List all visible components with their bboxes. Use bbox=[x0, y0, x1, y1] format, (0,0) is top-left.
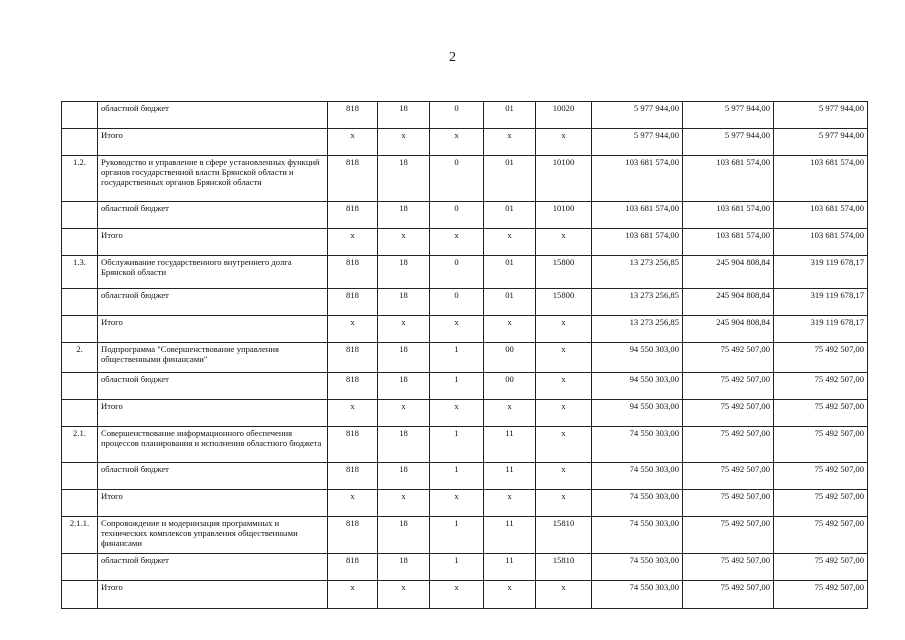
subprogram-code: 01 bbox=[484, 256, 536, 289]
program-code: x bbox=[430, 400, 484, 427]
total-label: Итого bbox=[98, 129, 328, 156]
gad-code: x bbox=[328, 400, 378, 427]
amount-year-3: 75 492 507,00 bbox=[774, 400, 868, 427]
amount-year-1: 74 550 303,00 bbox=[592, 427, 683, 463]
amount-year-1: 103 681 574,00 bbox=[592, 156, 683, 202]
amount-year-1: 94 550 303,00 bbox=[592, 343, 683, 373]
amount-year-3: 75 492 507,00 bbox=[774, 490, 868, 517]
amount-year-2: 75 492 507,00 bbox=[683, 490, 774, 517]
direction-code: 10100 bbox=[536, 156, 592, 202]
direction-code: x bbox=[536, 373, 592, 400]
program-code: 0 bbox=[430, 256, 484, 289]
amount-year-1: 13 273 256,85 bbox=[592, 289, 683, 316]
amount-year-2: 75 492 507,00 bbox=[683, 581, 774, 609]
row-number: 1.2. bbox=[62, 156, 98, 202]
program-code: 1 bbox=[430, 517, 484, 554]
row-number: 1.3. bbox=[62, 256, 98, 289]
amount-year-1: 74 550 303,00 bbox=[592, 463, 683, 490]
table-row-total bbox=[62, 400, 868, 427]
subprogram-code: 11 bbox=[484, 517, 536, 554]
table-row-budget bbox=[62, 554, 868, 581]
section-code: 18 bbox=[378, 427, 430, 463]
direction-code: 15800 bbox=[536, 256, 592, 289]
amount-year-1: 5 977 944,00 bbox=[592, 129, 683, 156]
amount-year-2: 75 492 507,00 bbox=[683, 554, 774, 581]
subprogram-code: x bbox=[484, 581, 536, 609]
page-number: 2 bbox=[449, 50, 456, 65]
table-row-total bbox=[62, 316, 868, 343]
table-row-item bbox=[62, 156, 868, 202]
amount-year-1: 74 550 303,00 bbox=[592, 490, 683, 517]
program-code: x bbox=[430, 581, 484, 609]
table-row-total bbox=[62, 129, 868, 156]
program-code: x bbox=[430, 129, 484, 156]
direction-code: x bbox=[536, 400, 592, 427]
total-label: Итого bbox=[98, 400, 328, 427]
program-code: x bbox=[430, 490, 484, 517]
amount-year-3: 75 492 507,00 bbox=[774, 373, 868, 400]
row-number bbox=[62, 202, 98, 229]
row-number bbox=[62, 554, 98, 581]
row-number: 2.1.1. bbox=[62, 517, 98, 554]
gad-code: 818 bbox=[328, 517, 378, 554]
amount-year-2: 5 977 944,00 bbox=[683, 129, 774, 156]
section-code: 18 bbox=[378, 102, 430, 129]
table-row-budget bbox=[62, 289, 868, 316]
row-number bbox=[62, 102, 98, 129]
subprogram-code: 01 bbox=[484, 156, 536, 202]
amount-year-1: 103 681 574,00 bbox=[592, 202, 683, 229]
funding-source-label: областной бюджет bbox=[98, 373, 328, 400]
row-number bbox=[62, 316, 98, 343]
item-name: Сопровождение и модернизация программных и технических комплексов управления общественными финансами bbox=[98, 517, 328, 554]
subprogram-code: 00 bbox=[484, 373, 536, 400]
gad-code: x bbox=[328, 229, 378, 256]
subprogram-code: x bbox=[484, 490, 536, 517]
row-number bbox=[62, 229, 98, 256]
program-code: 1 bbox=[430, 343, 484, 373]
table-row-budget bbox=[62, 102, 868, 129]
table-row-budget bbox=[62, 202, 868, 229]
amount-year-1: 13 273 256,85 bbox=[592, 256, 683, 289]
amount-year-2: 75 492 507,00 bbox=[683, 427, 774, 463]
amount-year-3: 319 119 678,17 bbox=[774, 316, 868, 343]
amount-year-2: 103 681 574,00 bbox=[683, 229, 774, 256]
program-code: 1 bbox=[430, 554, 484, 581]
amount-year-3: 75 492 507,00 bbox=[774, 554, 868, 581]
item-name: Руководство и управление в сфере установленных функций органов государственной власти Брянской области и государственных органов Брянской области bbox=[98, 156, 328, 202]
amount-year-1: 74 550 303,00 bbox=[592, 581, 683, 609]
funding-source-label: областной бюджет bbox=[98, 463, 328, 490]
section-code: 18 bbox=[378, 373, 430, 400]
row-number bbox=[62, 400, 98, 427]
amount-year-1: 74 550 303,00 bbox=[592, 517, 683, 554]
amount-year-2: 75 492 507,00 bbox=[683, 463, 774, 490]
amount-year-3: 319 119 678,17 bbox=[774, 256, 868, 289]
budget-table bbox=[61, 101, 868, 609]
section-code: 18 bbox=[378, 289, 430, 316]
amount-year-3: 5 977 944,00 bbox=[774, 129, 868, 156]
section-code: x bbox=[378, 316, 430, 343]
amount-year-3: 75 492 507,00 bbox=[774, 427, 868, 463]
amount-year-2: 245 904 808,84 bbox=[683, 256, 774, 289]
program-code: x bbox=[430, 316, 484, 343]
table-row-total bbox=[62, 581, 868, 609]
amount-year-2: 75 492 507,00 bbox=[683, 373, 774, 400]
direction-code: 10100 bbox=[536, 202, 592, 229]
subprogram-code: 01 bbox=[484, 289, 536, 316]
amount-year-2: 245 904 808,84 bbox=[683, 316, 774, 343]
section-code: 18 bbox=[378, 202, 430, 229]
funding-source-label: областной бюджет bbox=[98, 202, 328, 229]
amount-year-1: 103 681 574,00 bbox=[592, 229, 683, 256]
subprogram-code: 11 bbox=[484, 463, 536, 490]
program-code: 1 bbox=[430, 427, 484, 463]
amount-year-2: 103 681 574,00 bbox=[683, 202, 774, 229]
section-code: x bbox=[378, 229, 430, 256]
amount-year-1: 5 977 944,00 bbox=[592, 102, 683, 129]
program-code: 0 bbox=[430, 102, 484, 129]
subprogram-code: 00 bbox=[484, 343, 536, 373]
funding-source-label: областной бюджет bbox=[98, 289, 328, 316]
amount-year-1: 94 550 303,00 bbox=[592, 400, 683, 427]
gad-code: 818 bbox=[328, 373, 378, 400]
table-row-item bbox=[62, 427, 868, 463]
amount-year-3: 75 492 507,00 bbox=[774, 343, 868, 373]
direction-code: x bbox=[536, 463, 592, 490]
section-code: x bbox=[378, 129, 430, 156]
program-code: 1 bbox=[430, 463, 484, 490]
amount-year-2: 75 492 507,00 bbox=[683, 400, 774, 427]
row-number: 2.1. bbox=[62, 427, 98, 463]
direction-code: x bbox=[536, 316, 592, 343]
table-row-total bbox=[62, 229, 868, 256]
direction-code: x bbox=[536, 229, 592, 256]
section-code: x bbox=[378, 490, 430, 517]
table-row-total bbox=[62, 490, 868, 517]
row-number bbox=[62, 490, 98, 517]
item-name: Обслуживание государственного внутреннего долга Брянской области bbox=[98, 256, 328, 289]
subprogram-code: x bbox=[484, 229, 536, 256]
funding-source-label: областной бюджет bbox=[98, 554, 328, 581]
amount-year-1: 94 550 303,00 bbox=[592, 373, 683, 400]
program-code: x bbox=[430, 229, 484, 256]
amount-year-3: 75 492 507,00 bbox=[774, 463, 868, 490]
amount-year-3: 103 681 574,00 bbox=[774, 229, 868, 256]
table-row-budget bbox=[62, 373, 868, 400]
row-number bbox=[62, 581, 98, 609]
row-number bbox=[62, 373, 98, 400]
subprogram-code: x bbox=[484, 129, 536, 156]
gad-code: x bbox=[328, 316, 378, 343]
amount-year-2: 75 492 507,00 bbox=[683, 517, 774, 554]
row-number: 2. bbox=[62, 343, 98, 373]
total-label: Итого bbox=[98, 229, 328, 256]
program-code: 1 bbox=[430, 373, 484, 400]
subprogram-code: x bbox=[484, 316, 536, 343]
section-code: 18 bbox=[378, 256, 430, 289]
total-label: Итого bbox=[98, 490, 328, 517]
direction-code: 10020 bbox=[536, 102, 592, 129]
amount-year-2: 5 977 944,00 bbox=[683, 102, 774, 129]
row-number bbox=[62, 129, 98, 156]
gad-code: 818 bbox=[328, 202, 378, 229]
amount-year-1: 74 550 303,00 bbox=[592, 554, 683, 581]
gad-code: x bbox=[328, 129, 378, 156]
direction-code: x bbox=[536, 129, 592, 156]
direction-code: 15810 bbox=[536, 517, 592, 554]
total-label: Итого bbox=[98, 581, 328, 609]
direction-code: x bbox=[536, 343, 592, 373]
table-row-budget bbox=[62, 463, 868, 490]
program-code: 0 bbox=[430, 202, 484, 229]
item-name: Совершенствование информационного обеспечения процессов планирования и исполнения областного бюджета bbox=[98, 427, 328, 463]
program-code: 0 bbox=[430, 289, 484, 316]
direction-code: x bbox=[536, 581, 592, 609]
section-code: 18 bbox=[378, 463, 430, 490]
gad-code: 818 bbox=[328, 156, 378, 202]
amount-year-3: 103 681 574,00 bbox=[774, 156, 868, 202]
subprogram-code: 11 bbox=[484, 554, 536, 581]
amount-year-2: 245 904 808,84 bbox=[683, 289, 774, 316]
amount-year-3: 5 977 944,00 bbox=[774, 102, 868, 129]
amount-year-3: 103 681 574,00 bbox=[774, 202, 868, 229]
gad-code: 818 bbox=[328, 554, 378, 581]
gad-code: 818 bbox=[328, 343, 378, 373]
subprogram-code: 01 bbox=[484, 102, 536, 129]
amount-year-3: 75 492 507,00 bbox=[774, 517, 868, 554]
gad-code: 818 bbox=[328, 289, 378, 316]
section-code: 18 bbox=[378, 343, 430, 373]
section-code: 18 bbox=[378, 554, 430, 581]
table-row-item bbox=[62, 517, 868, 554]
gad-code: x bbox=[328, 581, 378, 609]
total-label: Итого bbox=[98, 316, 328, 343]
funding-source-label: областной бюджет bbox=[98, 102, 328, 129]
gad-code: 818 bbox=[328, 463, 378, 490]
section-code: x bbox=[378, 581, 430, 609]
section-code: 18 bbox=[378, 517, 430, 554]
amount-year-2: 75 492 507,00 bbox=[683, 343, 774, 373]
amount-year-2: 103 681 574,00 bbox=[683, 156, 774, 202]
direction-code: 15800 bbox=[536, 289, 592, 316]
gad-code: x bbox=[328, 490, 378, 517]
subprogram-code: 11 bbox=[484, 427, 536, 463]
amount-year-3: 75 492 507,00 bbox=[774, 581, 868, 609]
section-code: x bbox=[378, 400, 430, 427]
direction-code: x bbox=[536, 490, 592, 517]
table-body bbox=[62, 102, 868, 609]
table-row-item bbox=[62, 343, 868, 373]
amount-year-1: 13 273 256,85 bbox=[592, 316, 683, 343]
direction-code: 15810 bbox=[536, 554, 592, 581]
subprogram-code: 01 bbox=[484, 202, 536, 229]
row-number bbox=[62, 289, 98, 316]
subprogram-code: x bbox=[484, 400, 536, 427]
direction-code: x bbox=[536, 427, 592, 463]
gad-code: 818 bbox=[328, 102, 378, 129]
item-name: Подпрограмма "Совершенствование управления общественными финансами" bbox=[98, 343, 328, 373]
amount-year-3: 319 119 678,17 bbox=[774, 289, 868, 316]
gad-code: 818 bbox=[328, 427, 378, 463]
row-number bbox=[62, 463, 98, 490]
section-code: 18 bbox=[378, 156, 430, 202]
table-row-item bbox=[62, 256, 868, 289]
program-code: 0 bbox=[430, 156, 484, 202]
gad-code: 818 bbox=[328, 256, 378, 289]
